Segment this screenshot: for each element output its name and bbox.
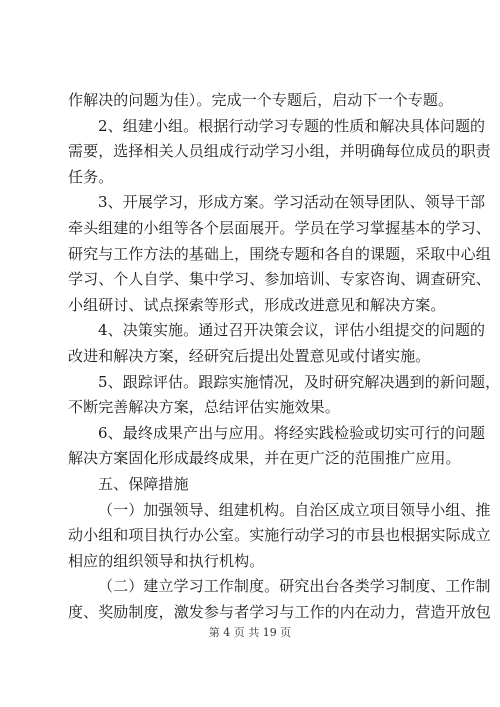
text-line: 解决方案固化形成最终成果，并在更广泛的范围推广应用。: [68, 449, 461, 468]
text-line: 小组研讨、试点探索等形式，形成改进意见和解决方案。: [68, 295, 446, 314]
text-line: 不断完善解决方案，总结评估实施效果。: [68, 398, 340, 417]
text-line: 学习、个人自学、集中学习、参加培训、专家咨询、调查研究、: [68, 270, 491, 289]
text-line: 3、开展学习，形成方案。学习活动在领导团队、领导干部: [98, 193, 486, 212]
body-text: [68, 88, 500, 625]
text-line: 相应的组织领导和执行机构。: [68, 551, 265, 570]
text-line: 4、决策实施。通过召开决策会议，评估小组提交的问题的: [98, 321, 486, 340]
page-footer: 第 4 页 共 19 页: [208, 626, 292, 639]
text-line: （一）加强领导、组建机构。自治区成立项目领导小组、推: [98, 500, 491, 519]
text-line: 牵头组建的小组等各个层面展开。学员在学习掌握基本的学习、: [68, 218, 491, 237]
text-line: 5、跟踪评估。跟踪实施情况，及时研究解决遇到的新问题，: [98, 372, 500, 391]
text-line: 作解决的问题为佳）。完成一个专题后，启动下一个专题。: [68, 91, 454, 109]
text-line: 度、奖励制度，激发参与者学习与工作的内在动力，营造开放包: [68, 602, 491, 621]
text-line: 五、保障措施: [98, 474, 189, 493]
text-line: 任务。: [68, 167, 114, 186]
text-line: 需要，选择相关人员组成行动学习小组，并明确每位成员的职责: [68, 142, 491, 161]
text-line: 2、组建小组。根据行动学习专题的性质和解决具体问题的: [98, 116, 486, 135]
text-line: （二）建立学习工作制度。研究出台各类学习制度、工作制: [98, 577, 491, 596]
text-line: 改进和解决方案，经研究后提出处置意见或付诸实施。: [68, 346, 431, 365]
text-line: 动小组和项目执行办公室。实施行动学习的市县也根据实际成立: [68, 526, 491, 545]
text-line: 研究与工作方法的基础上，围绕专题和各自的课题，采取中心组: [68, 244, 491, 263]
document-body: [68, 88, 500, 625]
text-line: 6、最终成果产出与应用。将经实践检验或切实可行的问题: [98, 423, 486, 442]
